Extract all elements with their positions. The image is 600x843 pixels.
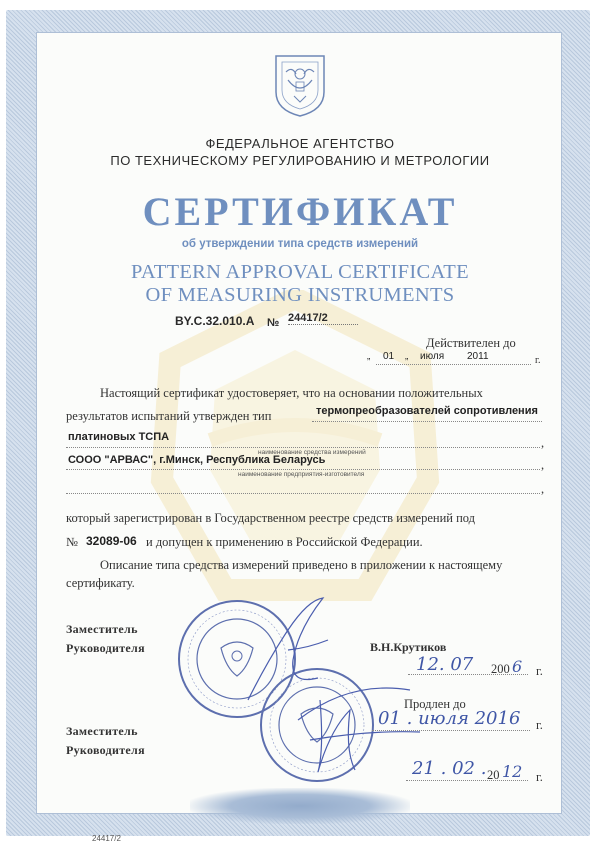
agency-name-line1: ФЕДЕРАЛЬНОЕ АГЕНТСТВО	[205, 136, 395, 151]
valid-date-line	[376, 364, 531, 365]
sign2-date-handwritten: 21 . 02 .	[412, 758, 487, 779]
description-line-1: Описание типа средства измерений приведено в приложении к настоящему	[100, 558, 503, 572]
signer2-title-line2: Руководителя	[66, 743, 145, 757]
certificate-title: СЕРТИФИКАТ	[142, 189, 458, 234]
extended-date-handwritten: 01 . июля 2016	[378, 708, 521, 729]
instrument-type-line-1	[312, 421, 542, 422]
manufacturer-fill: СООО "АРВАС", г.Минск, Республика Беларусь	[68, 454, 326, 466]
caption-manufacturer: наименование предприятия-изготовителя	[238, 471, 365, 478]
caption-instrument-type: наименование средства измерений	[258, 449, 366, 456]
english-title-line2: OF MEASURING INSTRUMENTS	[145, 284, 455, 306]
signer-title-line1: Заместитель	[66, 622, 138, 636]
comma-3: ,	[541, 482, 545, 496]
body-line-1: Настоящий сертификат удостоверяет, что на основании положительных	[100, 386, 483, 400]
valid-month: июля	[420, 351, 445, 362]
coat-of-arms-icon	[272, 52, 328, 118]
signer-name: В.Н.Крутиков	[370, 640, 447, 654]
comma-2: ,	[541, 458, 545, 472]
sign2-year-suffix: г.	[536, 770, 543, 784]
body-line-2: результатов испытаний утвержден тип	[66, 409, 272, 423]
valid-until-label: Действителен до	[426, 336, 516, 350]
sign-date-line	[408, 674, 528, 675]
valid-year: 2011	[467, 351, 489, 362]
sign-date-handwritten: 12. 07	[416, 654, 474, 675]
number-sign: №	[267, 317, 280, 329]
extended-year-suffix: г.	[536, 718, 543, 732]
instrument-type-fill-2: платиновых ТСПА	[68, 431, 170, 443]
blank-line	[66, 493, 540, 494]
instrument-type-fill-1: термопреобразователей сопротивления	[316, 405, 538, 417]
comma-1: ,	[541, 436, 545, 450]
certificate-subtitle: об утверждении типа средств измерений	[181, 238, 419, 250]
registry-number: 32089-06	[86, 534, 137, 548]
valid-year-suffix: г.	[535, 355, 541, 366]
sign-year-suffix: г.	[536, 664, 543, 678]
agency-name-line2: ПО ТЕХНИЧЕСКОМУ РЕГУЛИРОВАНИЮ И МЕТРОЛОГИИ	[110, 153, 490, 168]
manufacturer-line	[66, 469, 540, 470]
date-quote-open: „	[367, 351, 371, 362]
date-quote-close: „	[405, 351, 409, 362]
guilloche-ornament	[190, 788, 410, 824]
instrument-type-line-2	[66, 447, 540, 448]
signer2-title-line1: Заместитель	[66, 724, 138, 738]
description-line-2: сертификату.	[66, 576, 135, 590]
extended-label: Продлен до	[404, 697, 466, 711]
footer-number: 24417/2	[92, 834, 121, 843]
certificate-code: BY.C.32.010.A	[175, 314, 255, 328]
sign-year-prefix: 200	[491, 662, 510, 676]
english-title-line1: PATTERN APPROVAL CERTIFICATE	[131, 261, 469, 283]
signer-title-line2: Руководителя	[66, 641, 145, 655]
extended-date-line	[372, 730, 530, 731]
sign2-year-prefix: 20	[487, 768, 500, 782]
valid-day: 01	[383, 351, 395, 362]
sign2-year-handwritten: 12	[502, 762, 523, 781]
certificate-number: 24417/2	[288, 312, 358, 325]
body-approved-line: и допущен к применению в Российской Федерации.	[146, 535, 423, 549]
registry-number-sign: №	[66, 535, 78, 549]
body-registered-line: который зарегистрирован в Государственном реестре средств измерений под	[66, 511, 476, 525]
sign-year-handwritten: 6	[512, 657, 523, 676]
